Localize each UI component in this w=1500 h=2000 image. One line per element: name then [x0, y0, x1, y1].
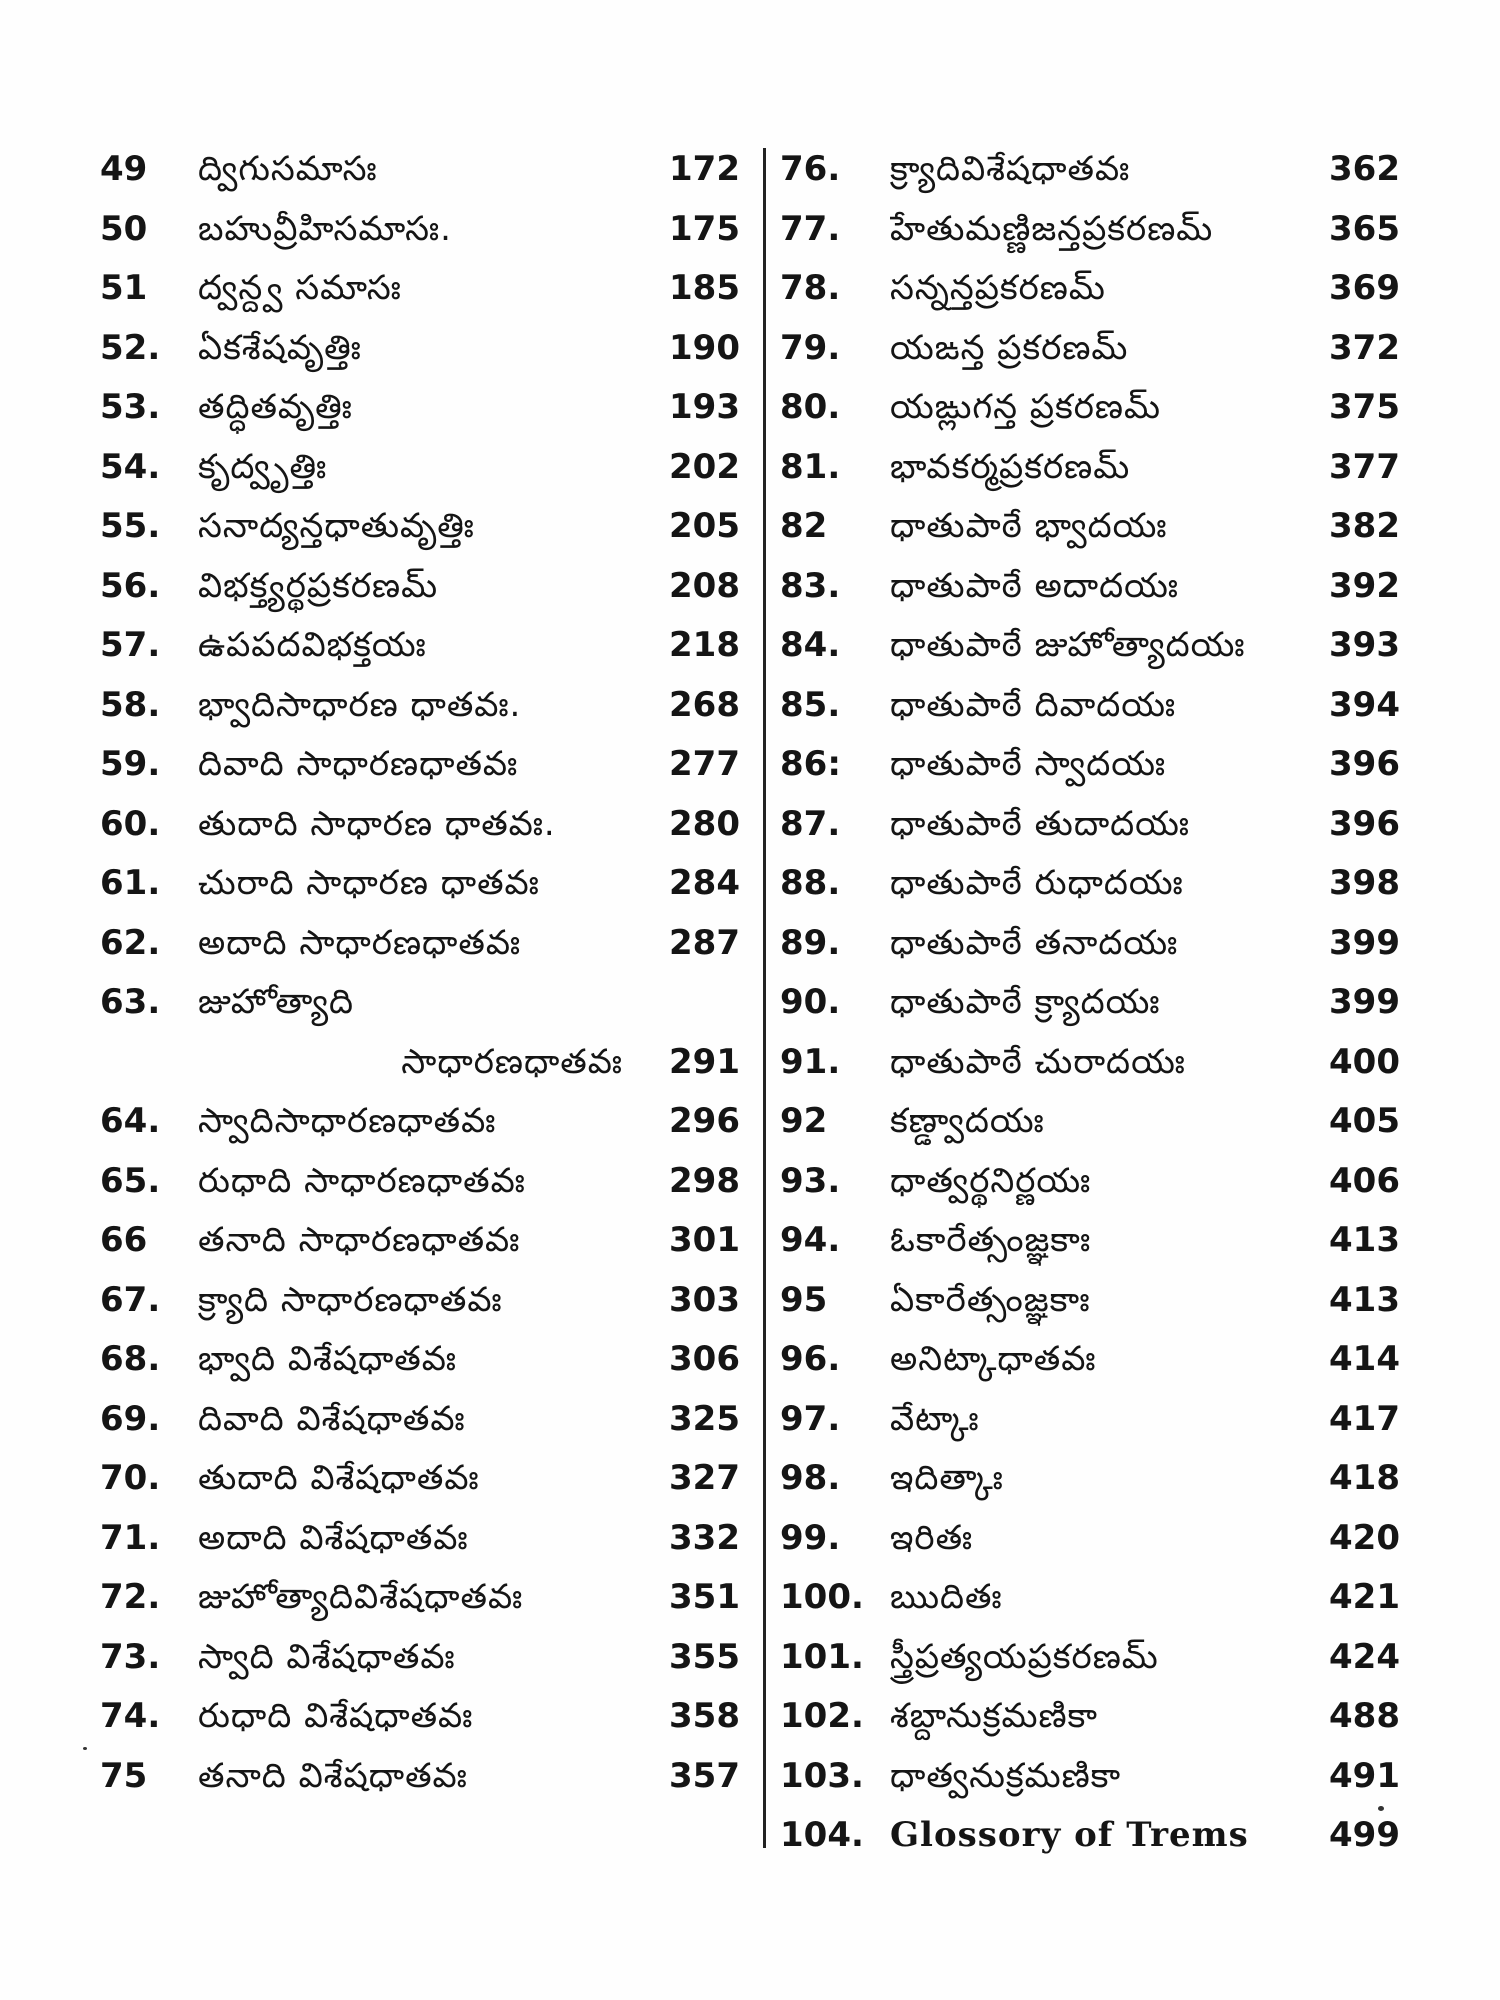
entry-number: 71.	[100, 1517, 161, 1558]
entry-number: 54.	[100, 446, 161, 487]
entry-page-number: 208	[669, 565, 740, 606]
toc-entry	[780, 557, 1400, 617]
toc-entry	[780, 1152, 1400, 1212]
entry-page-number: 358	[669, 1696, 740, 1736]
entry-number: 99.	[780, 1517, 841, 1558]
entry-number: 74.	[100, 1696, 161, 1736]
entry-page-number: 277	[669, 744, 740, 784]
entry-title: ద్విగుసమాసః	[198, 149, 378, 189]
entry-number: 58.	[100, 684, 161, 725]
toc-entry	[780, 200, 1400, 260]
entry-number: 68.	[100, 1339, 161, 1379]
entry-page-number: 499	[1329, 1815, 1400, 1855]
entry-page-number: 413	[1329, 1279, 1400, 1320]
entry-number: 69.	[100, 1398, 161, 1439]
entry-number: 53.	[100, 387, 161, 427]
toc-entry	[780, 616, 1400, 676]
entry-number: 100.	[780, 1577, 864, 1617]
entry-page-number: 405	[1329, 1101, 1400, 1141]
entry-page-number: 488	[1329, 1696, 1400, 1736]
entry-number: 82	[780, 506, 828, 546]
entry-title: ధాతుపాఠే అదాదయః	[890, 565, 1179, 606]
toc-entry	[100, 200, 740, 260]
entry-page-number: 413	[1329, 1220, 1400, 1260]
entry-title: రుధాది విశేషధాతవః	[198, 1696, 474, 1736]
toc-entry	[780, 1509, 1400, 1569]
entry-page-number: 291	[669, 1041, 740, 1082]
entry-page-number: 396	[1329, 803, 1400, 844]
entry-title: ఉపపదవిభక్తయః	[198, 625, 427, 665]
entry-page-number: 327	[669, 1458, 740, 1498]
entry-page-number: 418	[1329, 1458, 1400, 1498]
entry-number: 86:	[780, 744, 841, 784]
entry-page-number: 377	[1329, 446, 1400, 487]
entry-title: దివాది సాధారణధాతవః	[198, 744, 519, 784]
entry-number: 62.	[100, 922, 161, 963]
entry-page-number: 406	[1329, 1160, 1400, 1201]
entry-page-number: 396	[1329, 744, 1400, 784]
entry-number: 78.	[780, 268, 841, 308]
toc-entry	[780, 1330, 1400, 1390]
entry-number: 79.	[780, 327, 841, 368]
entry-number: 102.	[780, 1696, 864, 1736]
toc-entry	[100, 1509, 740, 1569]
entry-title: తనాది విశేషధాతవః	[198, 1755, 468, 1796]
toc-left-column	[100, 140, 740, 1806]
entry-title: భ్వాది విశేషధాతవః	[198, 1339, 457, 1379]
toc-entry	[780, 795, 1400, 855]
toc-entry	[100, 1449, 740, 1509]
entry-number: 84.	[780, 625, 841, 665]
entry-title: ధాతుపాఠే భ్వాదయః	[890, 506, 1168, 546]
toc-entry	[100, 735, 740, 795]
toc-entry	[780, 259, 1400, 319]
entry-title: ఓకారేత్సంజ్ఞకాః	[890, 1220, 1092, 1260]
toc-entry	[100, 914, 740, 974]
toc-entry	[100, 1568, 740, 1628]
toc-right-column	[780, 140, 1400, 1866]
entry-page-number: 296	[669, 1101, 740, 1141]
entry-page-number: 193	[669, 387, 740, 427]
entry-title: స్త్రీప్రత్యయప్రకరణమ్	[890, 1636, 1159, 1677]
entry-number: 51	[100, 268, 148, 308]
toc-entry	[780, 1033, 1400, 1093]
entry-number: 97.	[780, 1398, 841, 1439]
entry-title: దివాది విశేషధాతవః	[198, 1398, 466, 1439]
entry-number: 70.	[100, 1458, 161, 1498]
entry-number: 103.	[780, 1755, 864, 1796]
entry-number: 60.	[100, 803, 161, 844]
entry-title: ధాతుపాఠే తనాదయః	[890, 922, 1179, 963]
entry-number: 73.	[100, 1636, 161, 1677]
entry-title: చురాది సాధారణ ధాతవః	[198, 863, 540, 903]
entry-page-number: 369	[1329, 268, 1400, 308]
column-divider	[763, 148, 766, 1848]
entry-title: ధాతుపాఠే చురాదయః	[890, 1041, 1186, 1082]
entry-title: ధాత్వర్థనిర్ణయః	[890, 1160, 1092, 1201]
entry-title: బహువ్రీహిసమాసః.	[198, 208, 452, 249]
entry-title: తద్ధితవృత్తిః	[198, 387, 353, 427]
entry-number: 85.	[780, 684, 841, 725]
entry-title: యఙ్లుగన్త ప్రకరణమ్	[890, 387, 1161, 427]
entry-page-number: 399	[1329, 922, 1400, 963]
entry-title: స్వాది విశేషధాతవః	[198, 1636, 456, 1677]
toc-entry	[780, 1092, 1400, 1152]
toc-entry	[100, 676, 740, 736]
entry-page-number: 420	[1329, 1517, 1400, 1558]
entry-number: 81.	[780, 446, 841, 487]
entry-title: అదాది విశేషధాతవః	[198, 1517, 469, 1558]
toc-entry	[100, 795, 740, 855]
entry-title: ఇదిత్కాః	[890, 1458, 1004, 1498]
entry-title: క్ర్యాదివిశేషధాతవః	[890, 149, 1131, 189]
entry-number: 96.	[780, 1339, 841, 1379]
entry-title: హేతుమణ్ణిజన్తప్రకరణమ్	[890, 208, 1214, 249]
entry-page-number: 375	[1329, 387, 1400, 427]
entry-number: 61.	[100, 863, 161, 903]
entry-number: 72.	[100, 1577, 161, 1617]
entry-page-number: 218	[669, 625, 740, 665]
entry-number: 49	[100, 149, 148, 189]
ink-speck	[83, 1747, 87, 1750]
entry-page-number: 298	[669, 1160, 740, 1201]
entry-title: క్ర్యాది సాధారణధాతవః	[198, 1279, 503, 1320]
entry-number: 104.	[780, 1815, 864, 1855]
toc-entry	[780, 854, 1400, 914]
entry-number: 89.	[780, 922, 841, 963]
entry-page-number: 355	[669, 1636, 740, 1677]
entry-number: 64.	[100, 1101, 161, 1141]
entry-title: స్వాదిసాధారణధాతవః	[198, 1101, 497, 1141]
entry-title: ధాతుపాఠే తుదాదయః	[890, 803, 1190, 844]
toc-entry	[100, 854, 740, 914]
entry-title: తుదాది విశేషధాతవః	[198, 1458, 480, 1498]
toc-entry	[100, 497, 740, 557]
entry-title: అదాది సాధారణధాతవః	[198, 922, 522, 963]
entry-title: సనాద్యన్తధాతువృత్తిః	[198, 506, 475, 546]
entry-page-number: 284	[669, 863, 740, 903]
entry-title: ద్వన్ద్వ సమాసః	[198, 268, 402, 308]
entry-title: యఙన్త ప్రకరణమ్	[890, 327, 1129, 368]
entry-title: శబ్దానుక్రమణికా	[890, 1696, 1099, 1736]
entry-title: ధాతుపాఠే రుధాదయః	[890, 863, 1184, 903]
entry-title: ఏకారేత్సంజ్ఞకాః	[890, 1279, 1091, 1320]
entry-page-number: 332	[669, 1517, 740, 1558]
toc-entry	[100, 1628, 740, 1688]
toc-entry	[100, 1152, 740, 1212]
toc-entry	[100, 616, 740, 676]
toc-entry	[100, 438, 740, 498]
toc-entry	[100, 1092, 740, 1152]
entry-title: విభక్త్యర్థప్రకరణమ్	[198, 565, 439, 606]
toc-entry	[100, 319, 740, 379]
entry-page-number: 394	[1329, 684, 1400, 725]
toc-entry	[780, 1628, 1400, 1688]
toc-entry	[100, 1390, 740, 1450]
toc-entry	[100, 259, 740, 319]
entry-number: 95	[780, 1279, 828, 1320]
entry-title: సన్నన్తప్రకరణమ్	[890, 268, 1106, 308]
toc-entry	[100, 378, 740, 438]
entry-title: తనాది సాధారణధాతవః	[198, 1220, 521, 1260]
entry-number: 87.	[780, 803, 841, 844]
entry-number: 66	[100, 1220, 148, 1260]
entry-page-number: 399	[1329, 982, 1400, 1022]
entry-page-number: 287	[669, 922, 740, 963]
entry-title: ధాతుపాఠే జుహోత్యాదయః	[890, 625, 1246, 665]
entry-number: 101.	[780, 1636, 864, 1677]
toc-entry	[780, 1687, 1400, 1747]
entry-number: 56.	[100, 565, 161, 606]
entry-number: 77.	[780, 208, 841, 249]
toc-entry	[100, 557, 740, 617]
entry-title: ఏకశేషవృత్తిః	[198, 327, 362, 368]
toc-entry	[780, 378, 1400, 438]
entry-page-number: 372	[1329, 327, 1400, 368]
entry-title: ధాతుపాఠే క్ర్యాదయః	[890, 982, 1161, 1022]
entry-title: వేట్కాః	[890, 1398, 980, 1439]
entry-number: 83.	[780, 565, 841, 606]
entry-page-number: 301	[669, 1220, 740, 1260]
entry-number: 93.	[780, 1160, 841, 1201]
entry-title: అనిట్కాధాతవః	[890, 1339, 1097, 1379]
entry-number: 67.	[100, 1279, 161, 1320]
entry-title: తుదాది సాధారణ ధాతవః.	[198, 803, 556, 844]
entry-page-number: 268	[669, 684, 740, 725]
entry-number: 80.	[780, 387, 841, 427]
entry-number: 65.	[100, 1160, 161, 1201]
entry-title: జుహోత్యాది	[198, 982, 355, 1022]
entry-title: భ్వాదిసాధారణ ధాతవః.	[198, 684, 522, 725]
entry-number: 76.	[780, 149, 841, 189]
entry-number: 92	[780, 1101, 828, 1141]
toc-entry	[780, 735, 1400, 795]
toc-entry	[780, 1390, 1400, 1450]
entry-number: 52.	[100, 327, 161, 368]
toc-entry	[100, 1211, 740, 1271]
toc-entry	[780, 140, 1400, 200]
entry-title: కణ్డ్వాదయః	[890, 1101, 1045, 1141]
toc-entry	[100, 1747, 740, 1807]
entry-page-number: 398	[1329, 863, 1400, 903]
entry-number: 59.	[100, 744, 161, 784]
toc-entry	[780, 319, 1400, 379]
entry-number: 75	[100, 1755, 148, 1796]
entry-number: 63.	[100, 982, 161, 1022]
entry-title: ఇరితః	[890, 1517, 974, 1558]
toc-entry	[780, 1568, 1400, 1628]
entry-page-number: 205	[669, 506, 740, 546]
toc-entry	[780, 1747, 1400, 1807]
entry-title: సాధారణధాతవః	[401, 1041, 623, 1082]
entry-page-number: 306	[669, 1339, 740, 1379]
entry-title: ఋదితః	[890, 1577, 1003, 1617]
toc-entry	[780, 497, 1400, 557]
entry-title: ధాత్వనుక్రమణికా	[890, 1755, 1122, 1796]
entry-number: 57.	[100, 625, 161, 665]
toc-entry	[100, 1330, 740, 1390]
entry-page-number: 421	[1329, 1577, 1400, 1617]
entry-page-number: 303	[669, 1279, 740, 1320]
entry-page-number: 393	[1329, 625, 1400, 665]
entry-number: 90.	[780, 982, 841, 1022]
entry-title: భావకర్మప్రకరణమ్	[890, 446, 1131, 487]
toc-entry	[100, 1033, 740, 1093]
toc-entry	[100, 140, 740, 200]
entry-page-number: 190	[669, 327, 740, 368]
entry-page-number: 365	[1329, 208, 1400, 249]
toc-entry	[780, 1211, 1400, 1271]
toc-entry	[100, 1271, 740, 1331]
toc-entry	[780, 1449, 1400, 1509]
entry-page-number: 280	[669, 803, 740, 844]
entry-number: 55.	[100, 506, 161, 546]
entry-number: 98.	[780, 1458, 841, 1498]
entry-page-number: 357	[669, 1755, 740, 1796]
entry-title: కృద్వృత్తిః	[198, 446, 328, 487]
entry-page-number: 175	[669, 208, 740, 249]
entry-number: 94.	[780, 1220, 841, 1260]
toc-entry	[780, 1271, 1400, 1331]
entry-page-number: 491	[1329, 1755, 1400, 1796]
entry-number: 88.	[780, 863, 841, 903]
entry-title: జుహోత్యాదివిశేషధాతవః	[198, 1577, 524, 1617]
entry-page-number: 351	[669, 1577, 740, 1617]
toc-entry	[780, 438, 1400, 498]
entry-title: Glossory of Trems	[890, 1815, 1249, 1855]
entry-page-number: 392	[1329, 565, 1400, 606]
toc-entry	[780, 914, 1400, 974]
entry-number: 50	[100, 208, 148, 249]
entry-page-number: 172	[669, 149, 740, 189]
entry-number: 91.	[780, 1041, 841, 1082]
toc-entry	[780, 676, 1400, 736]
toc-entry	[780, 973, 1400, 1033]
entry-page-number: 414	[1329, 1339, 1400, 1379]
entry-page-number: 325	[669, 1398, 740, 1439]
ink-speck	[1378, 1806, 1384, 1811]
entry-page-number: 417	[1329, 1398, 1400, 1439]
entry-page-number: 202	[669, 446, 740, 487]
entry-page-number: 400	[1329, 1041, 1400, 1082]
entry-title: రుధాది సాధారణధాతవః	[198, 1160, 526, 1201]
entry-page-number: 382	[1329, 506, 1400, 546]
entry-page-number: 185	[669, 268, 740, 308]
toc-entry	[780, 1806, 1400, 1866]
entry-title: ధాతుపాఠే దివాదయః	[890, 684, 1177, 725]
entry-page-number: 424	[1329, 1636, 1400, 1677]
toc-entry	[100, 973, 740, 1033]
entry-page-number: 362	[1329, 149, 1400, 189]
entry-title: ధాతుపాఠే స్వాదయః	[890, 744, 1167, 784]
toc-entry	[100, 1687, 740, 1747]
